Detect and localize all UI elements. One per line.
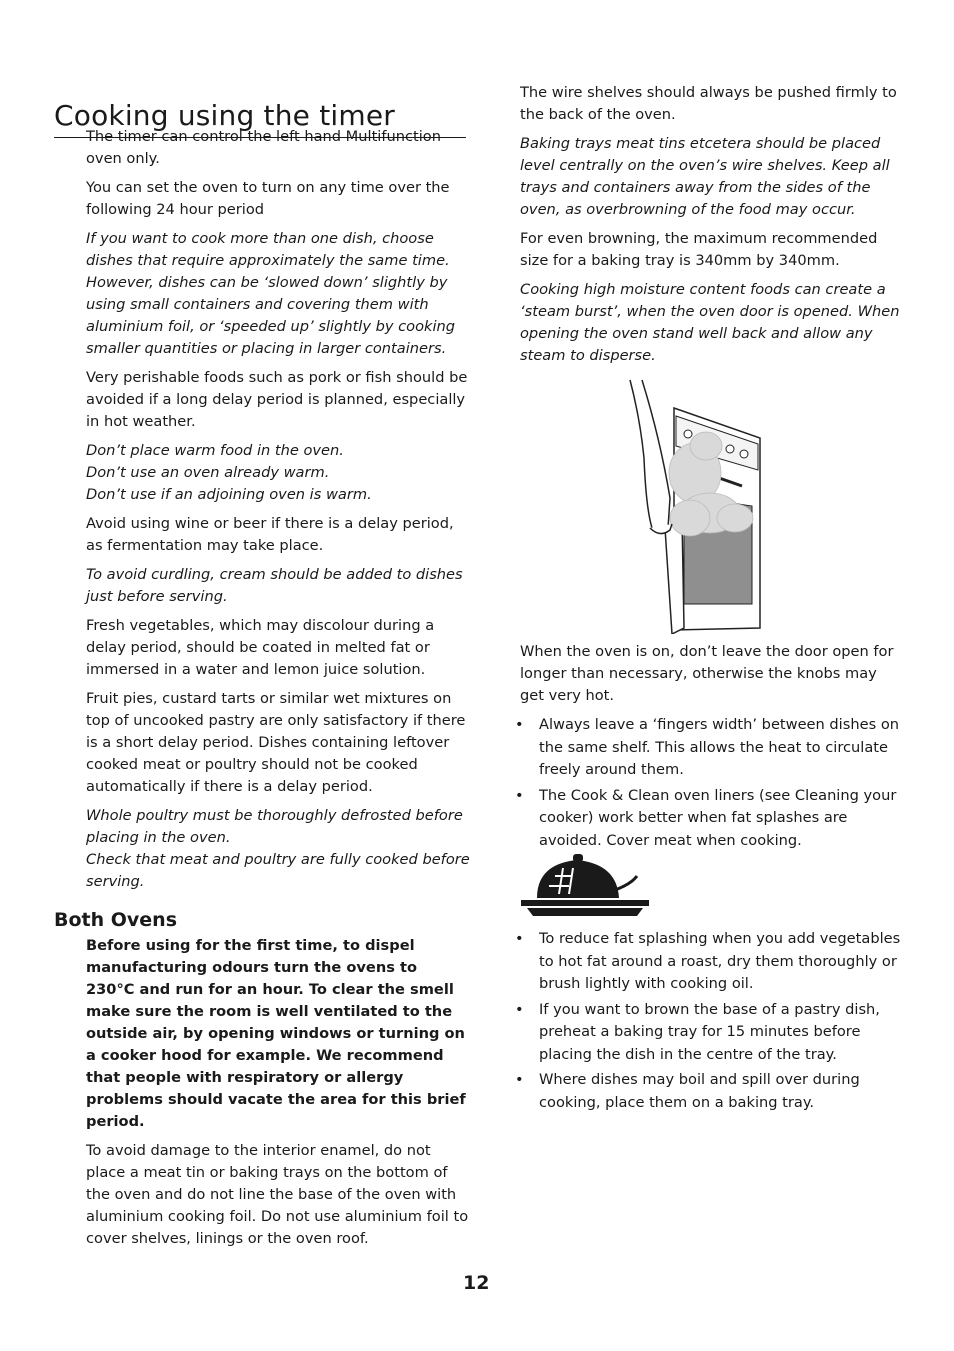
left-column-intro <box>86 126 470 900</box>
covered-dish-icon <box>519 854 651 918</box>
bullet-icon: • <box>515 786 524 804</box>
turn-on-paragraph: You can set the oven to turn on any time over the following 24 hour period <box>86 179 450 218</box>
list-item: • Always leave a ‘fingers width’ between dishes on the same shelf. This allows the heat to circulate freely around them. <box>515 716 899 778</box>
list-item: • To reduce fat splashing when you add vegetables to hot fat around a roast, dry them thoroughly or brush lightly with cooking oil. <box>515 930 901 992</box>
tips-list-2 <box>515 928 904 1114</box>
first-use-warning: Before using for the first time, to dispel manufacturing odours turn the ovens to 230°C and run for an hour. To clear the smell make sure the room is well ventilated to the outside air, by opening windows or turning on a cooker hood for example. We recommend that people with respiratory or allergy problems should vacate the area for this brief period. <box>86 937 466 1130</box>
right-column-bottom <box>515 928 904 1117</box>
list-item: • Where dishes may boil and spill over during cooking, place them on a baking tray. <box>515 1071 860 1111</box>
both-ovens-heading: Both Ovens <box>54 909 178 931</box>
page-number: 12 <box>463 1272 490 1294</box>
adjoining-oven-line: Don’t use if an adjoining oven is warm. <box>86 486 372 503</box>
bullet-icon: • <box>515 1071 524 1088</box>
tips-list-1 <box>515 714 904 852</box>
timer-control-paragraph: The timer can control the left hand Multifunction oven only. <box>86 128 441 167</box>
warm-food-line: Don’t place warm food in the oven. <box>86 442 344 459</box>
page-title: Cooking using the timer <box>54 99 466 138</box>
wire-shelves-paragraph: The wire shelves should always be pushed firmly to the back of the oven. <box>520 84 897 123</box>
wine-beer-paragraph: Avoid using wine or beer if there is a delay period, as fermentation may take place. <box>86 515 454 554</box>
vegetables-paragraph: Fresh vegetables, which may discolour during a delay period, should be coated in melted fat or immersed in a water and lemon juice solution. <box>86 617 435 678</box>
warm-oven-line: Don’t use an oven already warm. <box>86 464 330 481</box>
baking-trays-paragraph: Baking trays meat tins etcetera should be placed level centrally on the oven’s wire shelves. Keep all trays and containers away from the sides of the oven, as overbrowning of the food may occur. <box>520 135 890 218</box>
fruit-pies-paragraph: Fruit pies, custard tarts or similar wet mixtures on top of uncooked pastry are only satisfactory if there is a short delay period. Dishes containing leftover cooked meat or poultry should not be cooked automatically if there is a delay period. <box>86 690 466 795</box>
enamel-damage-paragraph: To avoid damage to the interior enamel, do not place a meat tin or baking trays on the bottom of the oven and do not line the base of the oven with aluminium cooking foil. Do not use aluminium foil to cover shelves, linings or the oven roof. <box>86 1142 469 1247</box>
right-column-top <box>520 82 904 374</box>
steam-burst-paragraph: Cooking high moisture content foods can create a ‘steam burst’, when the oven door is opened. When opening the oven stand well back and allow any steam to disperse. <box>520 281 900 364</box>
multiple-dishes-paragraph: If you want to cook more than one dish, choose dishes that require approximately the same time. However, dishes can be ‘slowed down’ slightly by using small containers and covering them with aluminium foil, or ‘speeded up’ slightly by cooking smaller quantities or placing in larger containers. <box>86 230 456 357</box>
list-item: • If you want to brown the base of a pastry dish, preheat a baking tray for 15 minutes before placing the dish in the centre of the tray. <box>515 1000 880 1063</box>
poultry-cooked-line: Check that meat and poultry are fully cooked before serving. <box>86 851 470 890</box>
cream-paragraph: To avoid curdling, cream should be added to dishes just before serving. <box>86 566 463 605</box>
perishable-foods-paragraph: Very perishable foods such as pork or fish should be avoided if a long delay period is planned, especially in hot weather. <box>86 369 468 430</box>
bullet-icon: • <box>515 930 524 947</box>
bullet-icon: • <box>515 716 524 733</box>
door-open-paragraph: When the oven is on, don’t leave the door open for longer than necessary, otherwise the knobs may get very hot. <box>520 643 894 704</box>
right-column-middle <box>515 641 904 855</box>
bullet-icon: • <box>515 1000 524 1018</box>
oven-steam-illustration <box>610 378 770 634</box>
list-item: • The Cook & Clean oven liners (see Cleaning your cooker) work better when fat splashes are avoided. Cover meat when cooking. <box>515 786 897 849</box>
both-ovens-section <box>86 935 470 1257</box>
even-browning-paragraph: For even browning, the maximum recommended size for a baking tray is 340mm by 340mm. <box>520 230 878 269</box>
poultry-defrost-line: Whole poultry must be thoroughly defrosted before placing in the oven. <box>86 807 463 846</box>
